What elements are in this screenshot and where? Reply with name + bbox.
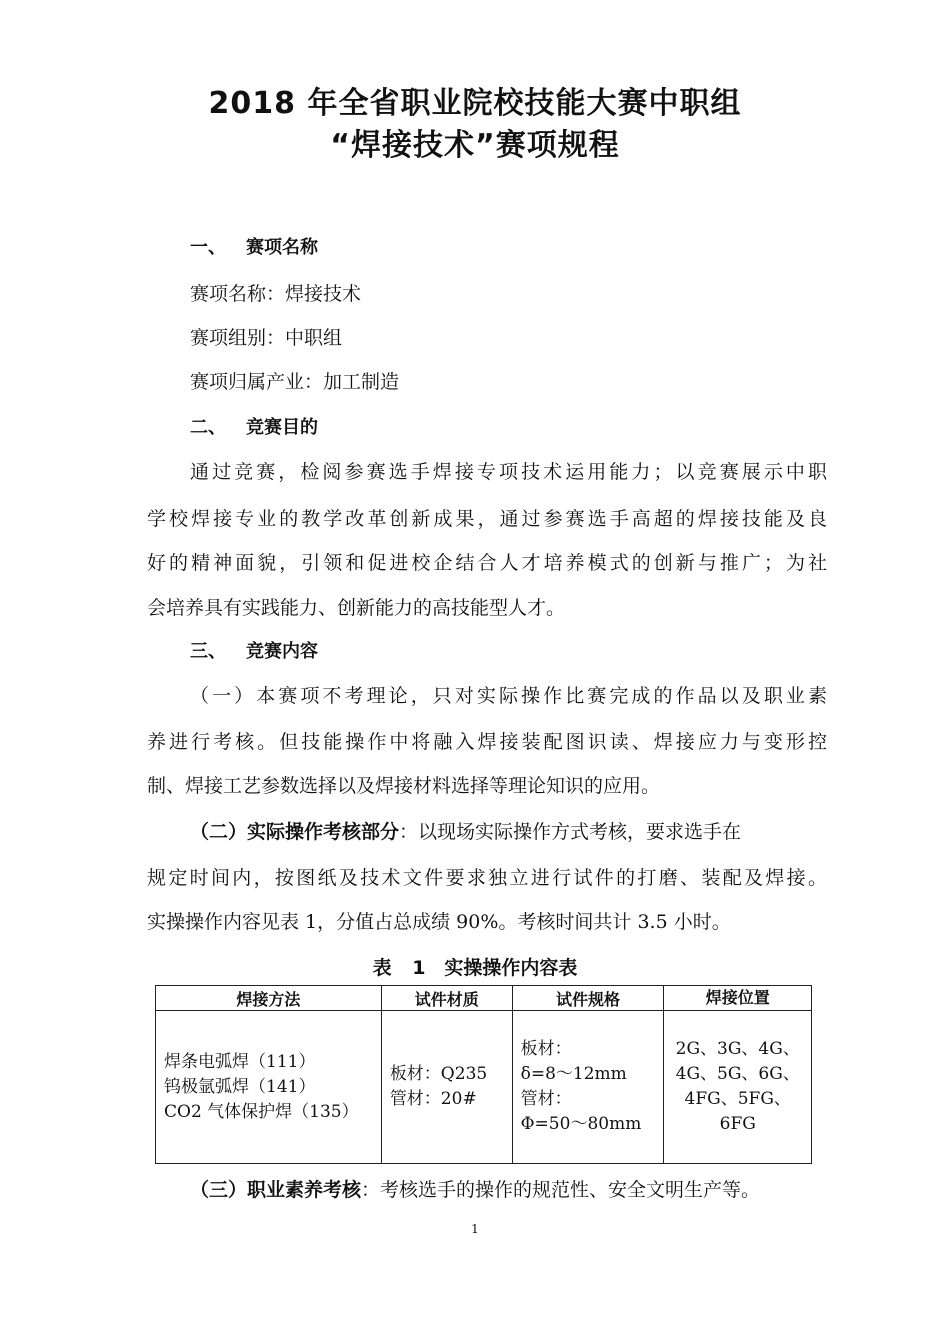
cell-line: 焊条电弧焊（111） <box>164 1051 316 1072</box>
section-title: 竞赛内容 <box>246 641 318 662</box>
paragraph-line: 制、焊接工艺参数选择以及焊接材料选择等理论知识的应用。 <box>147 775 661 797</box>
cell-line: 6FG <box>719 1114 756 1134</box>
section-title: 赛项名称 <box>246 237 318 258</box>
paragraph-line <box>190 1179 870 1201</box>
page-number: 1 <box>471 1222 479 1236</box>
paragraph-line: 通过竞赛，检阅参赛选手焊接专项技术运用能力；以竞赛展示中职 <box>190 461 827 483</box>
document-title-line2: “焊接技术”赛项规程 <box>330 128 620 163</box>
content-table <box>155 985 812 1164</box>
table-row <box>156 1011 812 1164</box>
section-number: 一、 <box>190 237 226 258</box>
section-heading-1 <box>190 237 870 259</box>
table-header-cell: 焊接位置 <box>664 986 812 1011</box>
cell-line: 管材：20# <box>389 1089 477 1109</box>
event-industry-line: 赛项归属产业：加工制造 <box>190 371 400 393</box>
paragraph-line: 实操操作内容见表 1，分值占总成绩 90%。考核时间共计 3.5 小时。 <box>147 911 731 933</box>
material-cell <box>381 1011 512 1164</box>
paragraph-line: （一）本赛项不考理论，只对实际操作比赛完成的作品以及职业素 <box>190 685 827 707</box>
table-header-cell: 试件规格 <box>512 986 664 1011</box>
cell-line: CO2 气体保护焊（135） <box>164 1101 359 1122</box>
table-caption: 表 1 实操操作内容表 <box>372 957 578 979</box>
event-group-line: 赛项组别：中职组 <box>190 327 343 349</box>
cell-line: 钨极氩弧焊（141） <box>164 1076 316 1097</box>
section-heading-2 <box>190 417 870 439</box>
spec-cell <box>512 1011 664 1164</box>
paragraph-text: ：以现场实际操作方式考核，要求选手在 <box>399 821 742 843</box>
cell-line: 管材： <box>520 1089 572 1109</box>
section-title: 竞赛目的 <box>246 417 318 438</box>
paragraph-text: ：考核选手的操作的规范性、安全文明生产等。 <box>361 1179 761 1201</box>
cell-line: Φ=50～80mm <box>520 1114 642 1134</box>
table-header-cell: 试件材质 <box>381 986 512 1011</box>
table-header-cell: 焊接方法 <box>156 986 382 1011</box>
section-number: 三、 <box>190 641 226 662</box>
paragraph-line: 好的精神面貌，引领和促进校企结合人才培养模式的创新与推广；为社 <box>147 552 827 574</box>
section-heading-3 <box>190 641 870 663</box>
cell-line: 2G、3G、4G、 <box>675 1039 800 1059</box>
paragraph-line: 会培养具有实践能力、创新能力的高技能型人才。 <box>147 597 566 619</box>
cell-line: 4FG、5FG、 <box>684 1089 791 1109</box>
section-number: 二、 <box>190 417 226 438</box>
event-name-line: 赛项名称：焊接技术 <box>190 283 362 305</box>
paragraph-line: 规定时间内，按图纸及技术文件要求独立进行试件的打磨、装配及焊接。 <box>147 867 827 889</box>
table-header-row <box>156 986 812 1011</box>
cell-line: 4G、5G、6G、 <box>675 1064 800 1084</box>
subsection-label: （二）实际操作考核部分 <box>190 821 400 843</box>
welding-method-cell <box>156 1011 382 1164</box>
paragraph-line: 学校焊接专业的教学改革创新成果，通过参赛选手高超的焊接技能及良 <box>147 508 827 530</box>
cell-line: δ=8～12mm <box>520 1064 627 1084</box>
paragraph-line: 养进行考核。但技能操作中将融入焊接装配图识读、焊接应力与变形控 <box>147 731 827 753</box>
position-cell <box>664 1011 812 1164</box>
subsection-label: （三）职业素养考核 <box>190 1179 362 1201</box>
document-title-line1: 2018 年全省职业院校技能大赛中职组 <box>208 86 742 121</box>
cell-line: 板材：Q235 <box>389 1064 488 1084</box>
paragraph-line <box>190 821 870 843</box>
cell-line: 板材： <box>520 1039 572 1059</box>
